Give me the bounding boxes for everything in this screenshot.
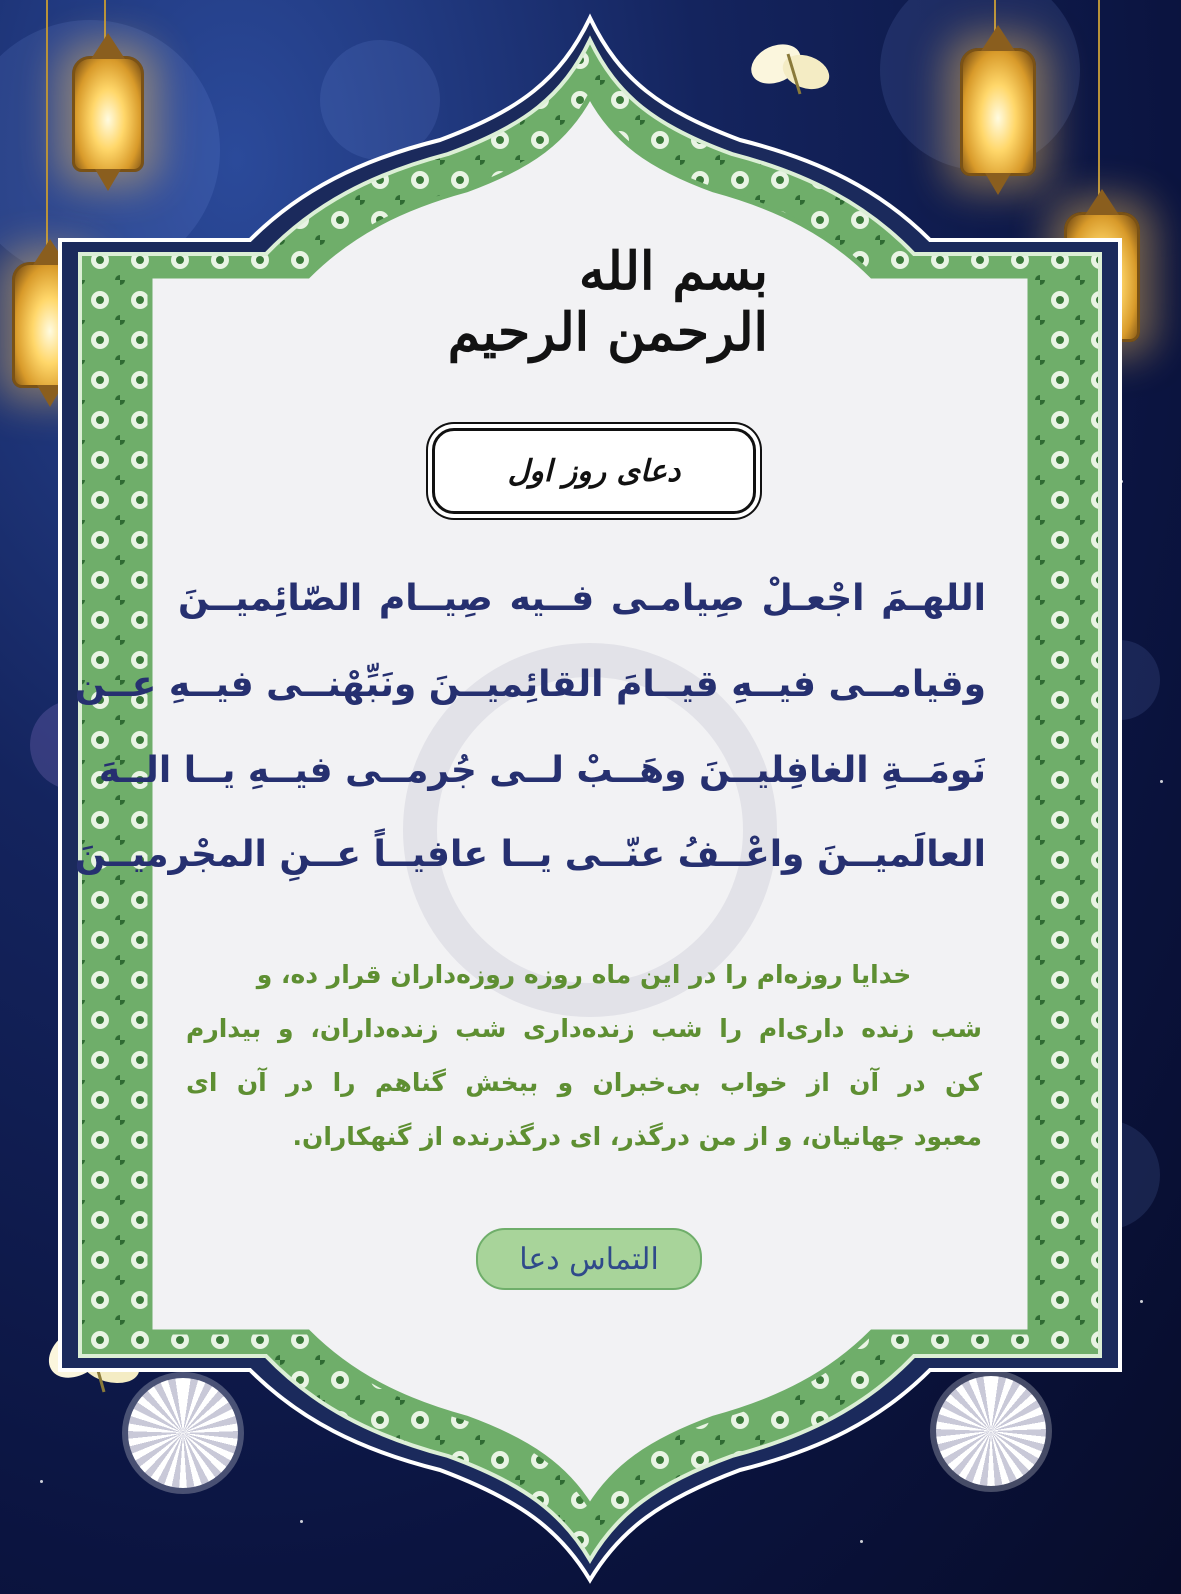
- translation-line: کن در آن از خواب بی‌خبران و ببخش گناهم را در آن ای: [186, 1068, 982, 1097]
- arabic-prayer-line: وقيامــى فيــهِ قيــامَ القائِميــنَ ونَبِّهْنــى فيــهِ عــن: [74, 664, 986, 705]
- arabic-prayer-line: العالَميــنَ واعْــفُ عنّــى يــا عافيــاً عــنِ المجْرميــنَ: [74, 834, 986, 875]
- translation-line: معبود جهانیان، و از من درگذر، ای درگذرنده از گنهکاران.: [292, 1122, 982, 1151]
- basmala-calligraphy: بسم الله الرحمن الرحیم: [447, 241, 768, 363]
- footer-badge-label: التماس دعا: [519, 1241, 659, 1277]
- arabic-prayer-line: اللهـمَ اجْعـلْ صِيامـى فــيه صِيــام الصّائِميــنَ: [178, 578, 986, 619]
- arabic-prayer-line: نَومَــةِ الغافِليــنَ وهَــبْ لــى جُرمــى فيــهِ يــا الــهَ: [98, 750, 986, 791]
- translation-line: خدایا روزه‌ام را در این ماه روزه روزه‌داران قرار ده، و: [256, 960, 912, 989]
- title-frame: [432, 428, 756, 514]
- persian-translation: [186, 948, 982, 1164]
- translation-line: شب زنده داری‌ام را شب زنده‌داری شب زنده‌داران، و بیدارم: [186, 1014, 982, 1043]
- footer-badge: [476, 1228, 702, 1290]
- page-title: دعای روز اول: [507, 453, 681, 489]
